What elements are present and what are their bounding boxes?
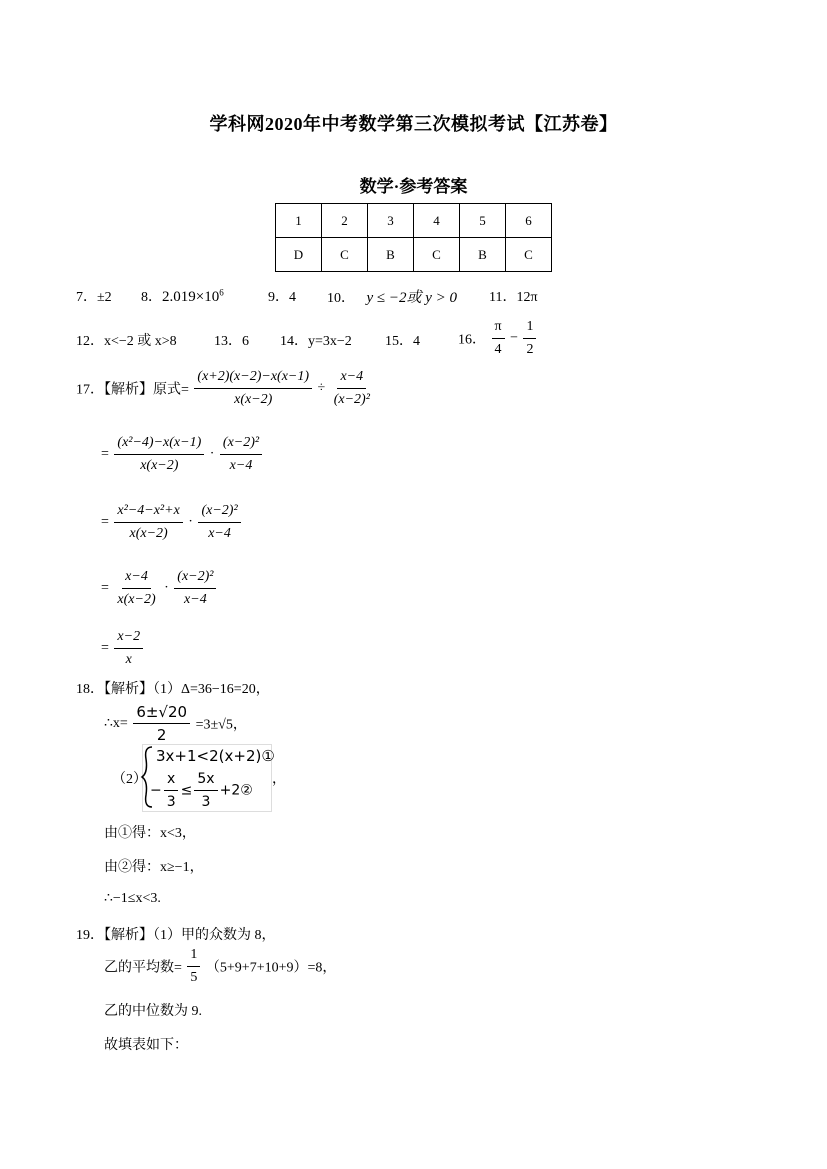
q8-value: 2.019×10 (162, 289, 220, 305)
table-cell: B (460, 238, 506, 272)
table-cell: 3 (368, 204, 414, 238)
q17-divide: ÷ (317, 380, 326, 396)
q18-comma: ， (272, 772, 286, 787)
q17-step4: = $\frac{x-4}{x(x-2)}$ · $\frac{\text{(x−2)²}}{x-4}$ (101, 568, 218, 609)
answer-q15: 15．4 (385, 334, 420, 349)
q17-step1-frac2: $\frac{x-4}{\text{(x−2)²}}$ (333, 369, 370, 407)
table-cell: 5 (460, 204, 506, 238)
inequality-2-frac2: $\frac{5x}{3}$ (194, 770, 217, 811)
table-cell: 6 (506, 204, 552, 238)
answer-q9: 9．4 (268, 290, 296, 305)
q17-step3: = $\frac{\text{x²−4−x²+x}}{x(x-2)}$ · $\frac{\text{(x−2)²}}{x-4}$ (101, 502, 243, 543)
q18-part1: 18．【解析】（1）Δ=36−16=20， (76, 682, 270, 697)
q8-label: 8． (141, 290, 162, 305)
q17-step4-frac1: $\frac{x-4}{x(x-2)}$ (117, 569, 156, 607)
q17-step1-frac1: $\frac{(x+2)(x-2)-x(x-1)}{x(x-2)}$ (194, 368, 312, 409)
q17-step4-frac2: $\frac{\text{(x−2)²}}{x-4}$ (174, 568, 216, 609)
q17-step2-frac1: $\frac{\text{(x²−4)−x(x−1)}}{x(x-2)}$ (114, 434, 204, 475)
q17-step5: = $\frac{x-2}{x}$ (101, 628, 145, 669)
answer-q13: 13．6 (214, 334, 249, 349)
q19-median: 乙的中位数为 9. (104, 1004, 202, 1019)
table-cell: C (506, 238, 552, 272)
q17-step3-frac1: $\frac{\text{x²−4−x²+x}}{x(x-2)}$ (114, 502, 182, 543)
table-cell: 2 (322, 204, 368, 238)
answer-table-number-row (276, 204, 552, 238)
q17-step2: = $\frac{\text{(x²−4)−x(x−1)}}{x(x-2)}$ · $\frac{\text{(x−2)²}}{x-4}$ (101, 434, 264, 475)
answer-q7: 7．±2 (76, 290, 112, 305)
answer-table (275, 203, 552, 272)
answer-q10 (327, 286, 457, 307)
page-subtitle: 数学·参考答案 (359, 177, 468, 196)
q18-result1: 由①得：x<3， (104, 826, 196, 841)
inequality-1: 3x+1<2(x+2)① (156, 747, 275, 765)
q10-label: 10． (327, 291, 355, 306)
table-cell: 4 (414, 204, 460, 238)
answer-q11: 11．12π (489, 290, 538, 305)
table-cell: B (368, 238, 414, 272)
q19-part1: 19．【解析】（1）甲的众数为 8， (76, 928, 276, 943)
q16-fraction-pi: $\frac{\pi}{4}$ (492, 318, 505, 359)
q17-step1 (76, 368, 375, 409)
q18-result2: 由②得：x≥−1， (104, 860, 204, 875)
answer-q8 (141, 286, 224, 306)
q16-fraction-half: $\frac{1}{2}$ (523, 318, 536, 359)
table-cell: C (414, 238, 460, 272)
q18-part2-label: （2） (112, 772, 147, 787)
q16-label: 16． (458, 332, 486, 348)
answer-q14: 14．y=3x−2 (280, 334, 352, 349)
q17-label: 17．【解析】原式= (76, 382, 189, 398)
page-title: 学科网2020年中考数学第三次模拟考试【江苏卷】 (209, 114, 618, 134)
q17-step5-frac: $\frac{x-2}{x}$ (114, 628, 143, 669)
q19-fraction: $\frac{1}{5}$ (187, 946, 200, 987)
q18-root-fraction: $\frac{6\pm√20}{2}$ (133, 703, 190, 744)
q17-step2-frac2: $\frac{\text{(x−2)²}}{x-4}$ (220, 434, 262, 475)
inequality-2: − $\frac{x}{3}$ ≤ $\frac{5x}{3}$ +2② (150, 771, 253, 810)
q19-mean: 乙的平均数= $\frac{1}{5}$ （5+9+7+10+9）=8， (104, 947, 337, 985)
answer-q16 (458, 318, 538, 359)
q17-step3-frac2: $\frac{\text{(x−2)²}}{x-4}$ (198, 502, 240, 543)
table-cell: C (322, 238, 368, 272)
q8-exponent: 6 (219, 287, 224, 298)
table-cell: D (276, 238, 322, 272)
answer-q12: 12．x<−2 或 x>8 (76, 334, 177, 349)
q10-value: y ≤ −2或 y > 0 (366, 290, 458, 306)
q18-conclusion: ∴−1≤x<3. (104, 891, 161, 906)
q19-table-intro: 故填表如下： (104, 1038, 188, 1053)
q16-minus: − (510, 330, 518, 346)
answer-table-answer-row (276, 238, 552, 272)
table-cell: 1 (276, 204, 322, 238)
q18-solution: ∴x= $\frac{6\pm√20}{2}$ =3±√5， (104, 703, 247, 744)
inequality-2-frac1: $\frac{x}{3}$ (164, 770, 179, 811)
